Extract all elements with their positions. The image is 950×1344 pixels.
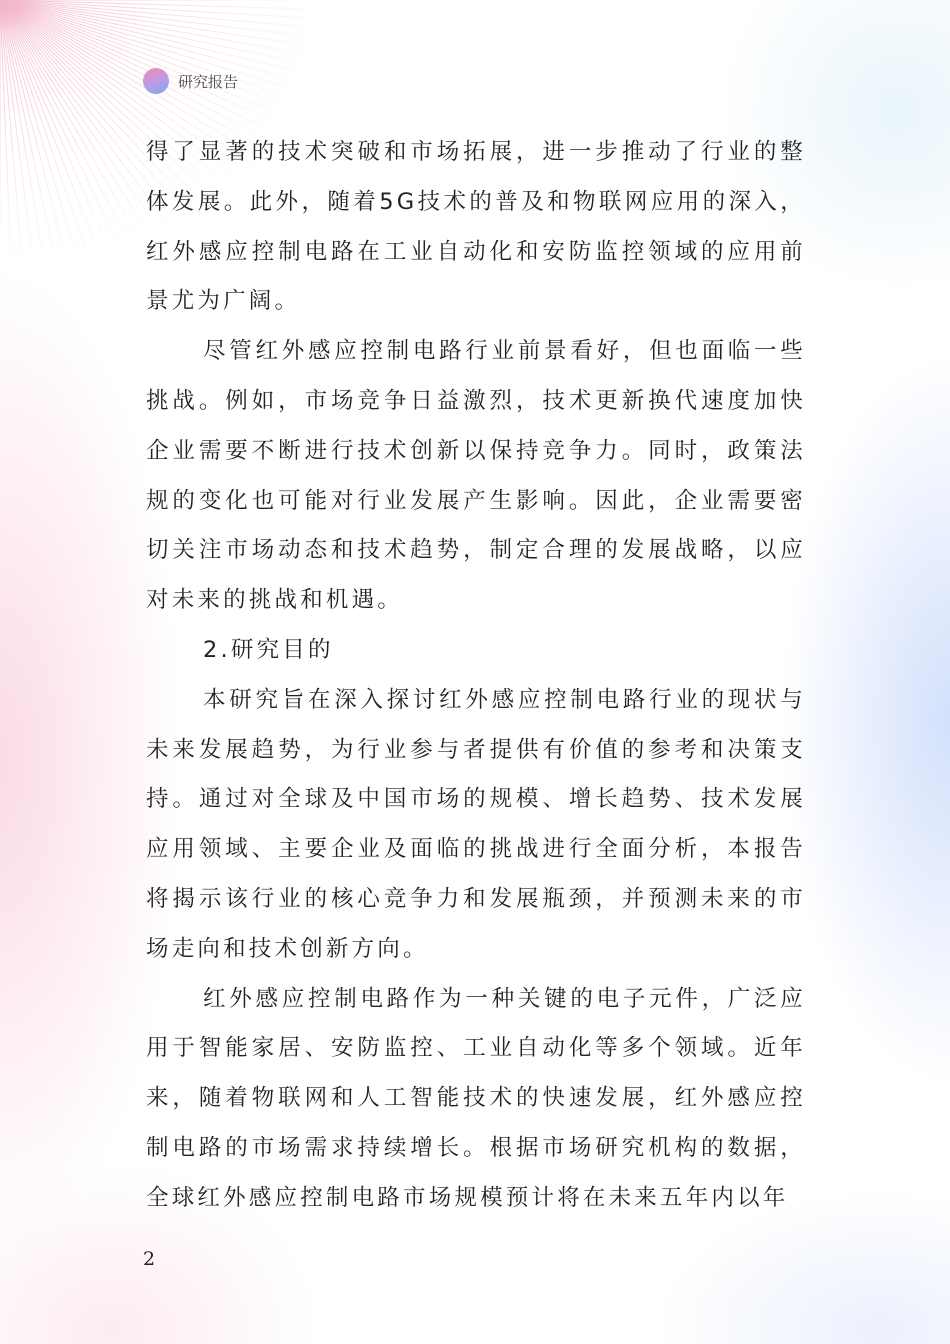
document-body xyxy=(146,128,806,1224)
header-label: 研究报告 xyxy=(178,72,239,91)
paragraph-challenges: 尽管红外感应控制电路行业前景看好，但也面临一些挑战。例如，市场竞争日益激烈，技术更新换代速度加快企业需要不断进行技术创新以保持竞争力。同时，政策法规的变化也可能对行业发展产生影响。因此，企业需要密切关注市场动态和技术趋势，制定合理的发展战略，以应对未来的挑战和机遇。 xyxy=(146,338,806,614)
logo-circle-icon xyxy=(143,68,169,94)
paragraph-research-purpose: 本研究旨在深入探讨红外感应控制电路行业的现状与未来发展趋势，为行业参与者提供有价值的参考和决策支持。通过对全球及中国市场的规模、增长趋势、技术发展应用领域、主要企业及面临的挑战进行全面分析，本报告将揭示该行业的核心竞争力和发展瓶颈，并预测未来的市场走向和技术创新方向。 xyxy=(146,686,806,962)
paragraph-continued: 得了显著的技术突破和市场拓展，进一步推动了行业的整体发展。此外，随着5G技术的普及和物联网应用的深入，红外感应控制电路在工业自动化和安防监控领域的应用前景尤为广阔。 xyxy=(146,139,806,315)
paragraph-market-overview: 红外感应控制电路作为一种关键的电子元件，广泛应用于智能家居、安防监控、工业自动化等多个领域。近年来，随着物联网和人工智能技术的快速发展，红外感应控制电路的市场需求持续增长。根据市场研究机构的数据，全球红外感应控制电路市场规模预计将在未来五年内以年 xyxy=(146,985,806,1211)
report-header xyxy=(143,66,238,96)
section-heading: 2.研究目的 xyxy=(203,636,334,663)
page-number: 2 xyxy=(143,1248,156,1270)
